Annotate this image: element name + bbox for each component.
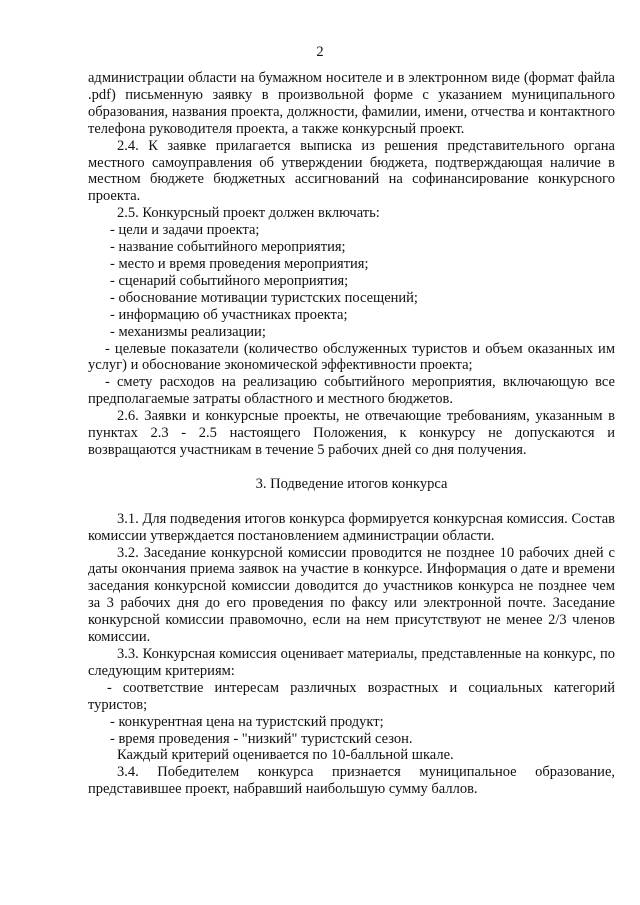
paragraph-intro: администрации области на бумажном носителе и в электронном виде (формат файла .pdf) письменную заявку в произвольной форме с указанием муниципального образования, названия проекта, должности, фамилии, имени, отчества и контактного телефона руководителя проекта, а также конкурсный проект.	[88, 70, 615, 137]
paragraph-2-6: 2.6. Заявки и конкурсные проекты, не отвечающие требованиям, указанным в пунктах 2.3 - 2.5 настоящего Положения, к конкурсу не допускаются и возвращаются участникам в течение 5 рабочих дней со дня получения.	[88, 408, 615, 458]
section-heading: 3. Подведение итогов конкурса	[255, 475, 448, 492]
list-item: - целевые показатели (количество обслуженных туристов и объем оказанных им услуг) и обоснование экономической эффективности проекта;	[88, 340, 615, 374]
list-3-3	[88, 680, 615, 748]
paragraph-2-5: 2.5. Конкурсный проект должен включать:	[117, 205, 380, 222]
list-item: - информацию об участниках проекта;	[110, 306, 348, 323]
list-item: - название событийного мероприятия;	[110, 239, 346, 256]
list-item: - механизмы реализации;	[110, 323, 266, 340]
paragraph-2-4: 2.4. К заявке прилагается выписка из решения представительного органа местного самоуправления об утверждении бюджета, подтверждающая наличие в местном бюджете бюджетных ассигнований на софинансирование конкурсного проекта.	[88, 137, 615, 205]
list-item: - место и время проведения мероприятия;	[110, 255, 369, 272]
paragraph-3-4: 3.4. Победителем конкурса признается муниципальное образование, представившее проект, набравший наибольшую сумму баллов.	[88, 764, 615, 798]
document-body	[88, 70, 615, 798]
list-item: - соответствие интересам различных возрастных и социальных категорий туристов;	[88, 679, 615, 713]
list-item: - конкурентная цена на туристский продукт;	[110, 713, 384, 730]
list-item: - цели и задачи проекта;	[110, 222, 260, 239]
page-number: 2	[316, 44, 324, 60]
list-item: - обоснование мотивации туристских посещений;	[110, 289, 418, 306]
paragraph-criteria: Каждый критерий оценивается по 10-балльной шкале.	[117, 747, 454, 764]
paragraph-3-3: 3.3. Конкурсная комиссия оценивает материалы, представленные на конкурс, по следующим критериям:	[88, 646, 615, 679]
spacer	[88, 459, 615, 476]
list-item: - смету расходов на реализацию событийного мероприятия, включающую все предполагаемые затраты областного и местного бюджетов.	[88, 374, 615, 408]
paragraph-3-2: 3.2. Заседание конкурсной комиссии проводится не позднее 10 рабочих дней с даты окончания приема заявок на участие в конкурсе. Информация о дате и времени заседания конкурсной комиссии доводится до участников конкурса не позднее чем за 3 рабочих дня до его проведения по факсу или электронной почте. Заседание конкурсной комиссии правомочно, если на нем присутствуют не менее 2/3 членов комиссии.	[88, 544, 615, 646]
paragraph-3-1: 3.1. Для подведения итогов конкурса формируется конкурсная комиссия. Состав комиссии утверждается постановлением администрации области.	[88, 510, 615, 544]
spacer	[88, 493, 615, 511]
list-item: - время проведения - "низкий" туристский сезон.	[110, 730, 413, 747]
list-item: - сценарий событийного мероприятия;	[110, 272, 349, 289]
list-2-5	[88, 222, 615, 408]
